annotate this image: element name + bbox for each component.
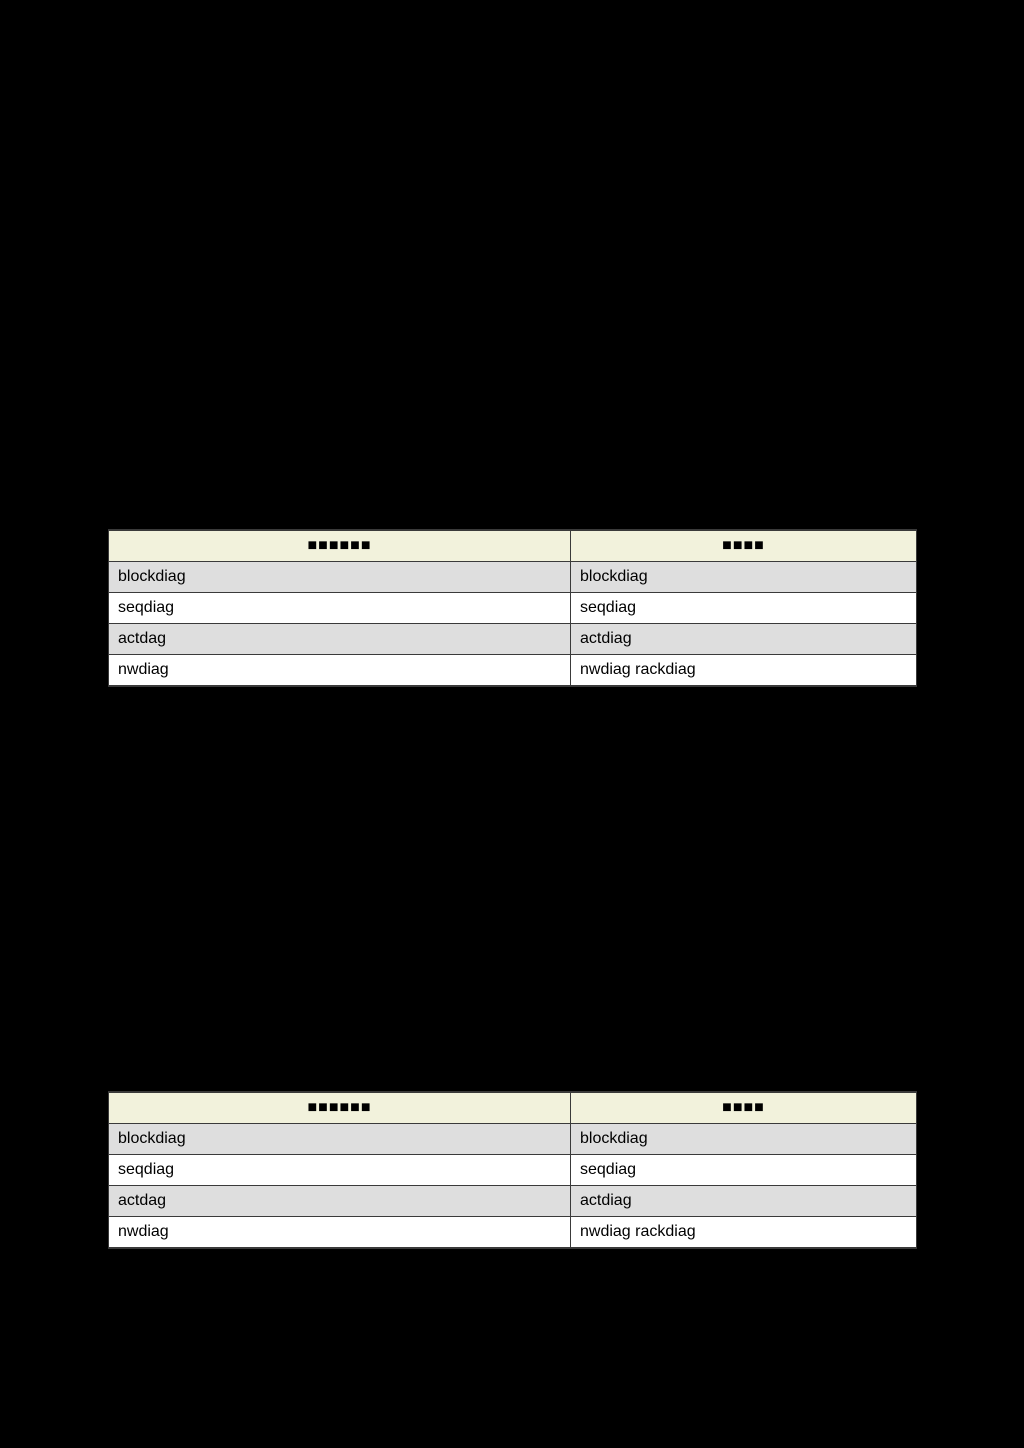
- table-row: [109, 655, 917, 687]
- table-cell: seqdiag: [109, 1155, 571, 1186]
- header-cell-2: ■■■■: [571, 1092, 917, 1124]
- table-cell: blockdiag: [571, 1124, 917, 1155]
- table-row: [109, 1217, 917, 1249]
- diagram-tools-table-1: [108, 529, 917, 687]
- table-cell: actdag: [109, 624, 571, 655]
- table-cell: nwdiag rackdiag: [571, 1217, 917, 1249]
- header-cell-1: ■■■■■■: [109, 530, 571, 562]
- table-row: [109, 593, 917, 624]
- table-cell: nwdiag rackdiag: [571, 655, 917, 687]
- table-cell: seqdiag: [571, 1155, 917, 1186]
- table-header-row: [109, 530, 917, 562]
- table-row: [109, 1155, 917, 1186]
- table-row: [109, 1186, 917, 1217]
- table-row: [109, 1124, 917, 1155]
- table-cell: nwdiag: [109, 655, 571, 687]
- table-cell: blockdiag: [109, 562, 571, 593]
- table-cell: seqdiag: [571, 593, 917, 624]
- table-cell: nwdiag: [109, 1217, 571, 1249]
- header-cell-2: ■■■■: [571, 530, 917, 562]
- table-cell: actdiag: [571, 624, 917, 655]
- table-row: [109, 624, 917, 655]
- table-cell: actdiag: [571, 1186, 917, 1217]
- table-cell: blockdiag: [109, 1124, 571, 1155]
- table-cell: blockdiag: [571, 562, 917, 593]
- table-cell: actdag: [109, 1186, 571, 1217]
- table-header-row: [109, 1092, 917, 1124]
- table-row: [109, 562, 917, 593]
- diagram-tools-table-2: [108, 1091, 917, 1249]
- table-cell: seqdiag: [109, 593, 571, 624]
- header-cell-1: ■■■■■■: [109, 1092, 571, 1124]
